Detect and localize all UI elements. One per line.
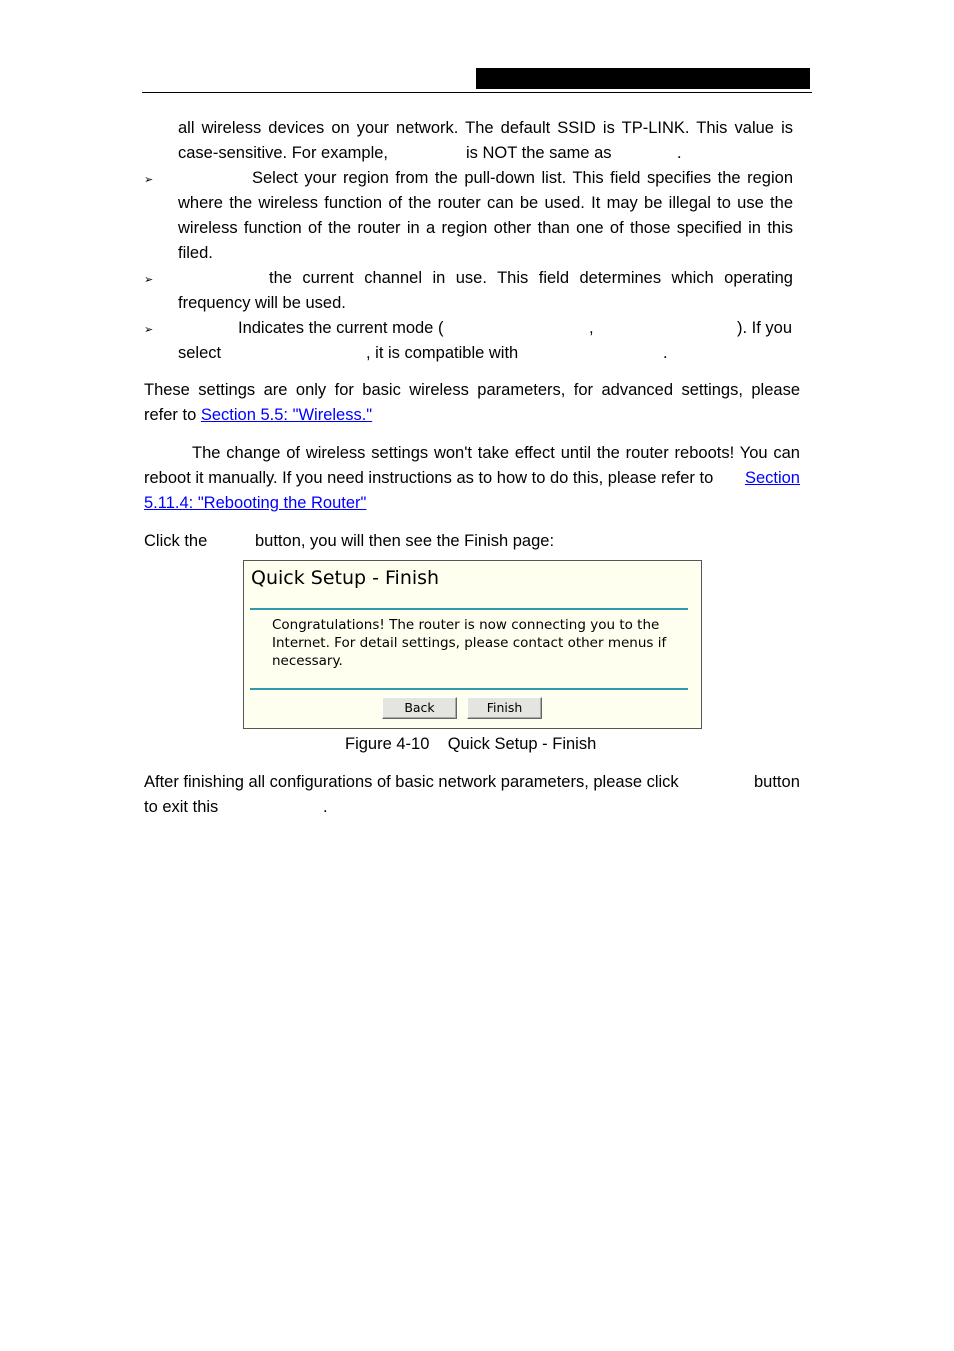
back-button[interactable]: Back [382, 697, 457, 719]
figure-caption: Figure 4-10 Quick Setup - Finish [345, 735, 597, 753]
region-text-4: filed. [178, 244, 213, 262]
note-text-3 [144, 493, 366, 513]
wireless-section-link[interactable]: Section 5.5: "Wireless." [200, 406, 373, 424]
bullet-arrow-icon: ➢ [144, 174, 154, 186]
region-text-2: where the wireless function of the router can be used. It may be illegal to use the [178, 194, 793, 212]
mode-text-2a: select [178, 344, 222, 362]
ssid-text-line-2b: is NOT the same as [466, 144, 612, 162]
mode-text-1c: ). If you [737, 319, 793, 337]
ssid-text-line-1: all wireless devices on your network. The default SSID is TP-LINK. This value is [178, 119, 793, 137]
bullet-arrow-icon: ➢ [144, 324, 154, 336]
finish-text-1b: button [754, 773, 800, 791]
para-basic-settings-prefix: refer to [144, 406, 197, 424]
figure-message: Congratulations! The router is now connecting you to the Internet. For detail settings, please contact other menus if necessary. [272, 617, 667, 669]
finish-text-2b: . [323, 798, 328, 816]
finish-text-2a: to exit this [144, 798, 219, 816]
rebooting-section-link-a[interactable]: Section [744, 469, 800, 487]
rebooting-section-link-b[interactable]: 5.11.4: "Rebooting the Router" [144, 494, 367, 512]
mode-text-1a: Indicates the current mode ( [238, 319, 444, 337]
region-text-1: Select your region from the pull-down list. This field specifies the region [252, 169, 793, 187]
mode-text-2c: . [663, 344, 668, 362]
note-text-2 [144, 468, 800, 488]
region-text-3: wireless function of the router in a region other than one of those specified in this [178, 219, 793, 237]
click-text-b: button, you will then see the Finish page: [255, 532, 555, 550]
note-text-1: The change of wireless settings won't take effect until the router reboots! You can [192, 444, 800, 462]
header-bar [476, 68, 810, 89]
click-text-a: Click the [144, 532, 208, 550]
channel-text-2: frequency will be used. [178, 294, 346, 312]
mode-text-2b: , it is compatible with [366, 344, 519, 362]
finish-text-1a: After finishing all configurations of basic network parameters, please click [144, 773, 679, 791]
finish-button[interactable]: Finish [467, 697, 542, 719]
figure-title: Quick Setup - Finish [251, 567, 440, 589]
ssid-text-line-2a: case-sensitive. For example, [178, 144, 388, 162]
header-rule [142, 92, 812, 93]
figure-bottom-rule [250, 688, 688, 690]
para-basic-settings-2 [144, 405, 372, 425]
bullet-arrow-icon: ➢ [144, 274, 154, 286]
mode-text-1b: , [589, 319, 594, 337]
ssid-text-line-2c: . [677, 144, 682, 162]
para-basic-settings-1: These settings are only for basic wireless parameters, for advanced settings, please [144, 381, 800, 399]
note-text-2-prefix: reboot it manually. If you need instructions as to how to do this, please refer to [144, 469, 714, 487]
figure-top-rule [250, 608, 688, 610]
quick-setup-finish-figure [243, 560, 702, 729]
channel-text-1: the current channel in use. This field determines which operating [269, 269, 793, 287]
